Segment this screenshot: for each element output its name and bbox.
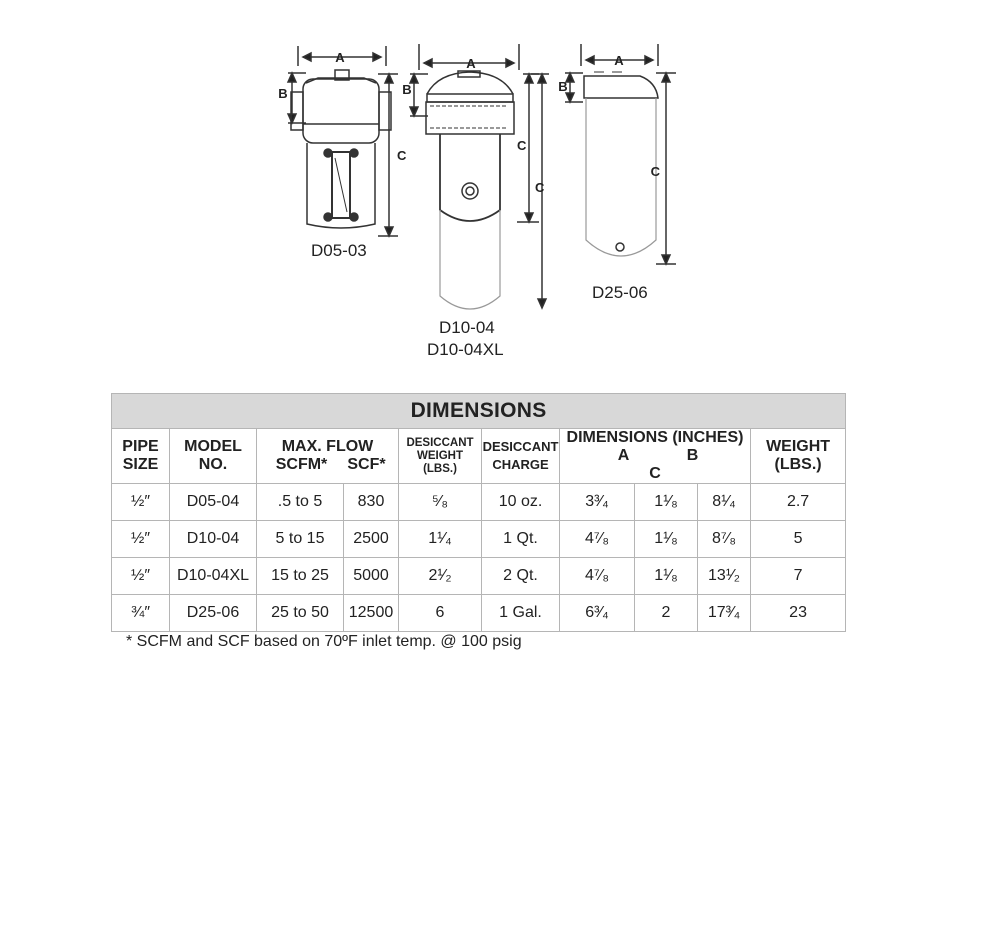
cell-desiccant-weight: 6: [399, 595, 482, 632]
cell-scfm: 15 to 25: [257, 558, 344, 595]
caption-d10-04: D10-04: [439, 318, 495, 337]
cell-dim-c: 8⁷⁄₈: [698, 521, 751, 558]
cell-pipe: ½″: [112, 558, 170, 595]
dim-a-label-3: A: [614, 53, 624, 68]
cell-scfm: .5 to 5: [257, 484, 344, 521]
cell-pipe: ¾″: [112, 595, 170, 632]
cell-dim-b: 1¹⁄₈: [635, 484, 698, 521]
dim-b-label-2: B: [402, 82, 412, 97]
table-row: [112, 484, 846, 521]
cell-weight: 23: [751, 595, 846, 632]
cell-dim-a: 4⁷⁄₈: [560, 521, 635, 558]
cell-model: D05-04: [170, 484, 257, 521]
header-weight: WEIGHT (LBS.): [751, 429, 846, 484]
cell-weight: 2.7: [751, 484, 846, 521]
table-title: DIMENSIONS: [112, 394, 846, 429]
product-drawings: [0, 0, 1000, 380]
dim-c-label-1: C: [397, 148, 407, 163]
cell-dim-b: 1¹⁄₈: [635, 558, 698, 595]
table-row: [112, 558, 846, 595]
cell-dim-c: 17³⁄₄: [698, 595, 751, 632]
cell-dim-a: 3³⁄₄: [560, 484, 635, 521]
table-row: [112, 521, 846, 558]
dim-b-label-3: B: [558, 79, 568, 94]
header-dimensions: DIMENSIONS (INCHES) A BC: [560, 429, 751, 484]
cell-pipe: ½″: [112, 484, 170, 521]
cell-model: D10-04XL: [170, 558, 257, 595]
drawing-d25-06: [565, 44, 676, 264]
dim-c-label-3: C: [650, 164, 660, 179]
header-pipe-size: PIPE SIZE: [112, 429, 170, 484]
header-dim-a: A: [617, 447, 630, 464]
cell-scf: 2500: [344, 521, 399, 558]
cell-scf: 830: [344, 484, 399, 521]
cell-dim-b: 1¹⁄₈: [635, 521, 698, 558]
cell-dim-c: 13¹⁄₂: [698, 558, 751, 595]
cell-desiccant-charge: 10 oz.: [482, 484, 560, 521]
dimensions-table: [111, 393, 846, 632]
cell-model: D10-04: [170, 521, 257, 558]
cell-scf: 12500: [344, 595, 399, 632]
cell-desiccant-weight: 2¹⁄₂: [399, 558, 482, 595]
header-desiccant-weight: DESICCANT WEIGHT (LBS.): [399, 429, 482, 484]
cell-scf: 5000: [344, 558, 399, 595]
cell-dim-c: 8¹⁄₄: [698, 484, 751, 521]
cell-dim-a: 6³⁄₄: [560, 595, 635, 632]
drawing-d10-04: [410, 44, 549, 309]
dim-b-label-1: B: [278, 86, 288, 101]
dim-c-label-2a: C: [517, 138, 527, 153]
caption-d05-03: D05-03: [311, 241, 367, 260]
cell-desiccant-weight: 1¹⁄₄: [399, 521, 482, 558]
header-desiccant-charge: DESICCANT CHARGE: [482, 429, 560, 484]
cell-desiccant-charge: 1 Gal.: [482, 595, 560, 632]
cell-scfm: 25 to 50: [257, 595, 344, 632]
cell-scfm: 5 to 15: [257, 521, 344, 558]
cell-desiccant-weight: ⁵⁄₈: [399, 484, 482, 521]
header-dim-c: C: [649, 465, 661, 482]
header-model-no: MODEL NO.: [170, 429, 257, 484]
cell-dim-b: 2: [635, 595, 698, 632]
cell-model: D25-06: [170, 595, 257, 632]
cell-desiccant-charge: 1 Qt.: [482, 521, 560, 558]
dim-c-label-2b: C: [535, 180, 545, 195]
table-footnote: * SCFM and SCF based on 70ºF inlet temp. @ 100 psig: [126, 633, 522, 650]
header-dim-b: B: [686, 447, 699, 464]
caption-d10-04xl: D10-04XL: [427, 340, 504, 359]
cell-weight: 5: [751, 521, 846, 558]
cell-pipe: ½″: [112, 521, 170, 558]
header-max-flow: MAX. FLOW SCFM* SCF*: [257, 429, 399, 484]
table-row: [112, 595, 846, 632]
cell-weight: 7: [751, 558, 846, 595]
dim-a-label-2: A: [466, 56, 476, 71]
cell-desiccant-charge: 2 Qt.: [482, 558, 560, 595]
drawing-d05-03: [288, 46, 398, 236]
caption-d25-06: D25-06: [592, 283, 648, 302]
cell-dim-a: 4⁷⁄₈: [560, 558, 635, 595]
dim-a-label-1: A: [335, 50, 345, 65]
